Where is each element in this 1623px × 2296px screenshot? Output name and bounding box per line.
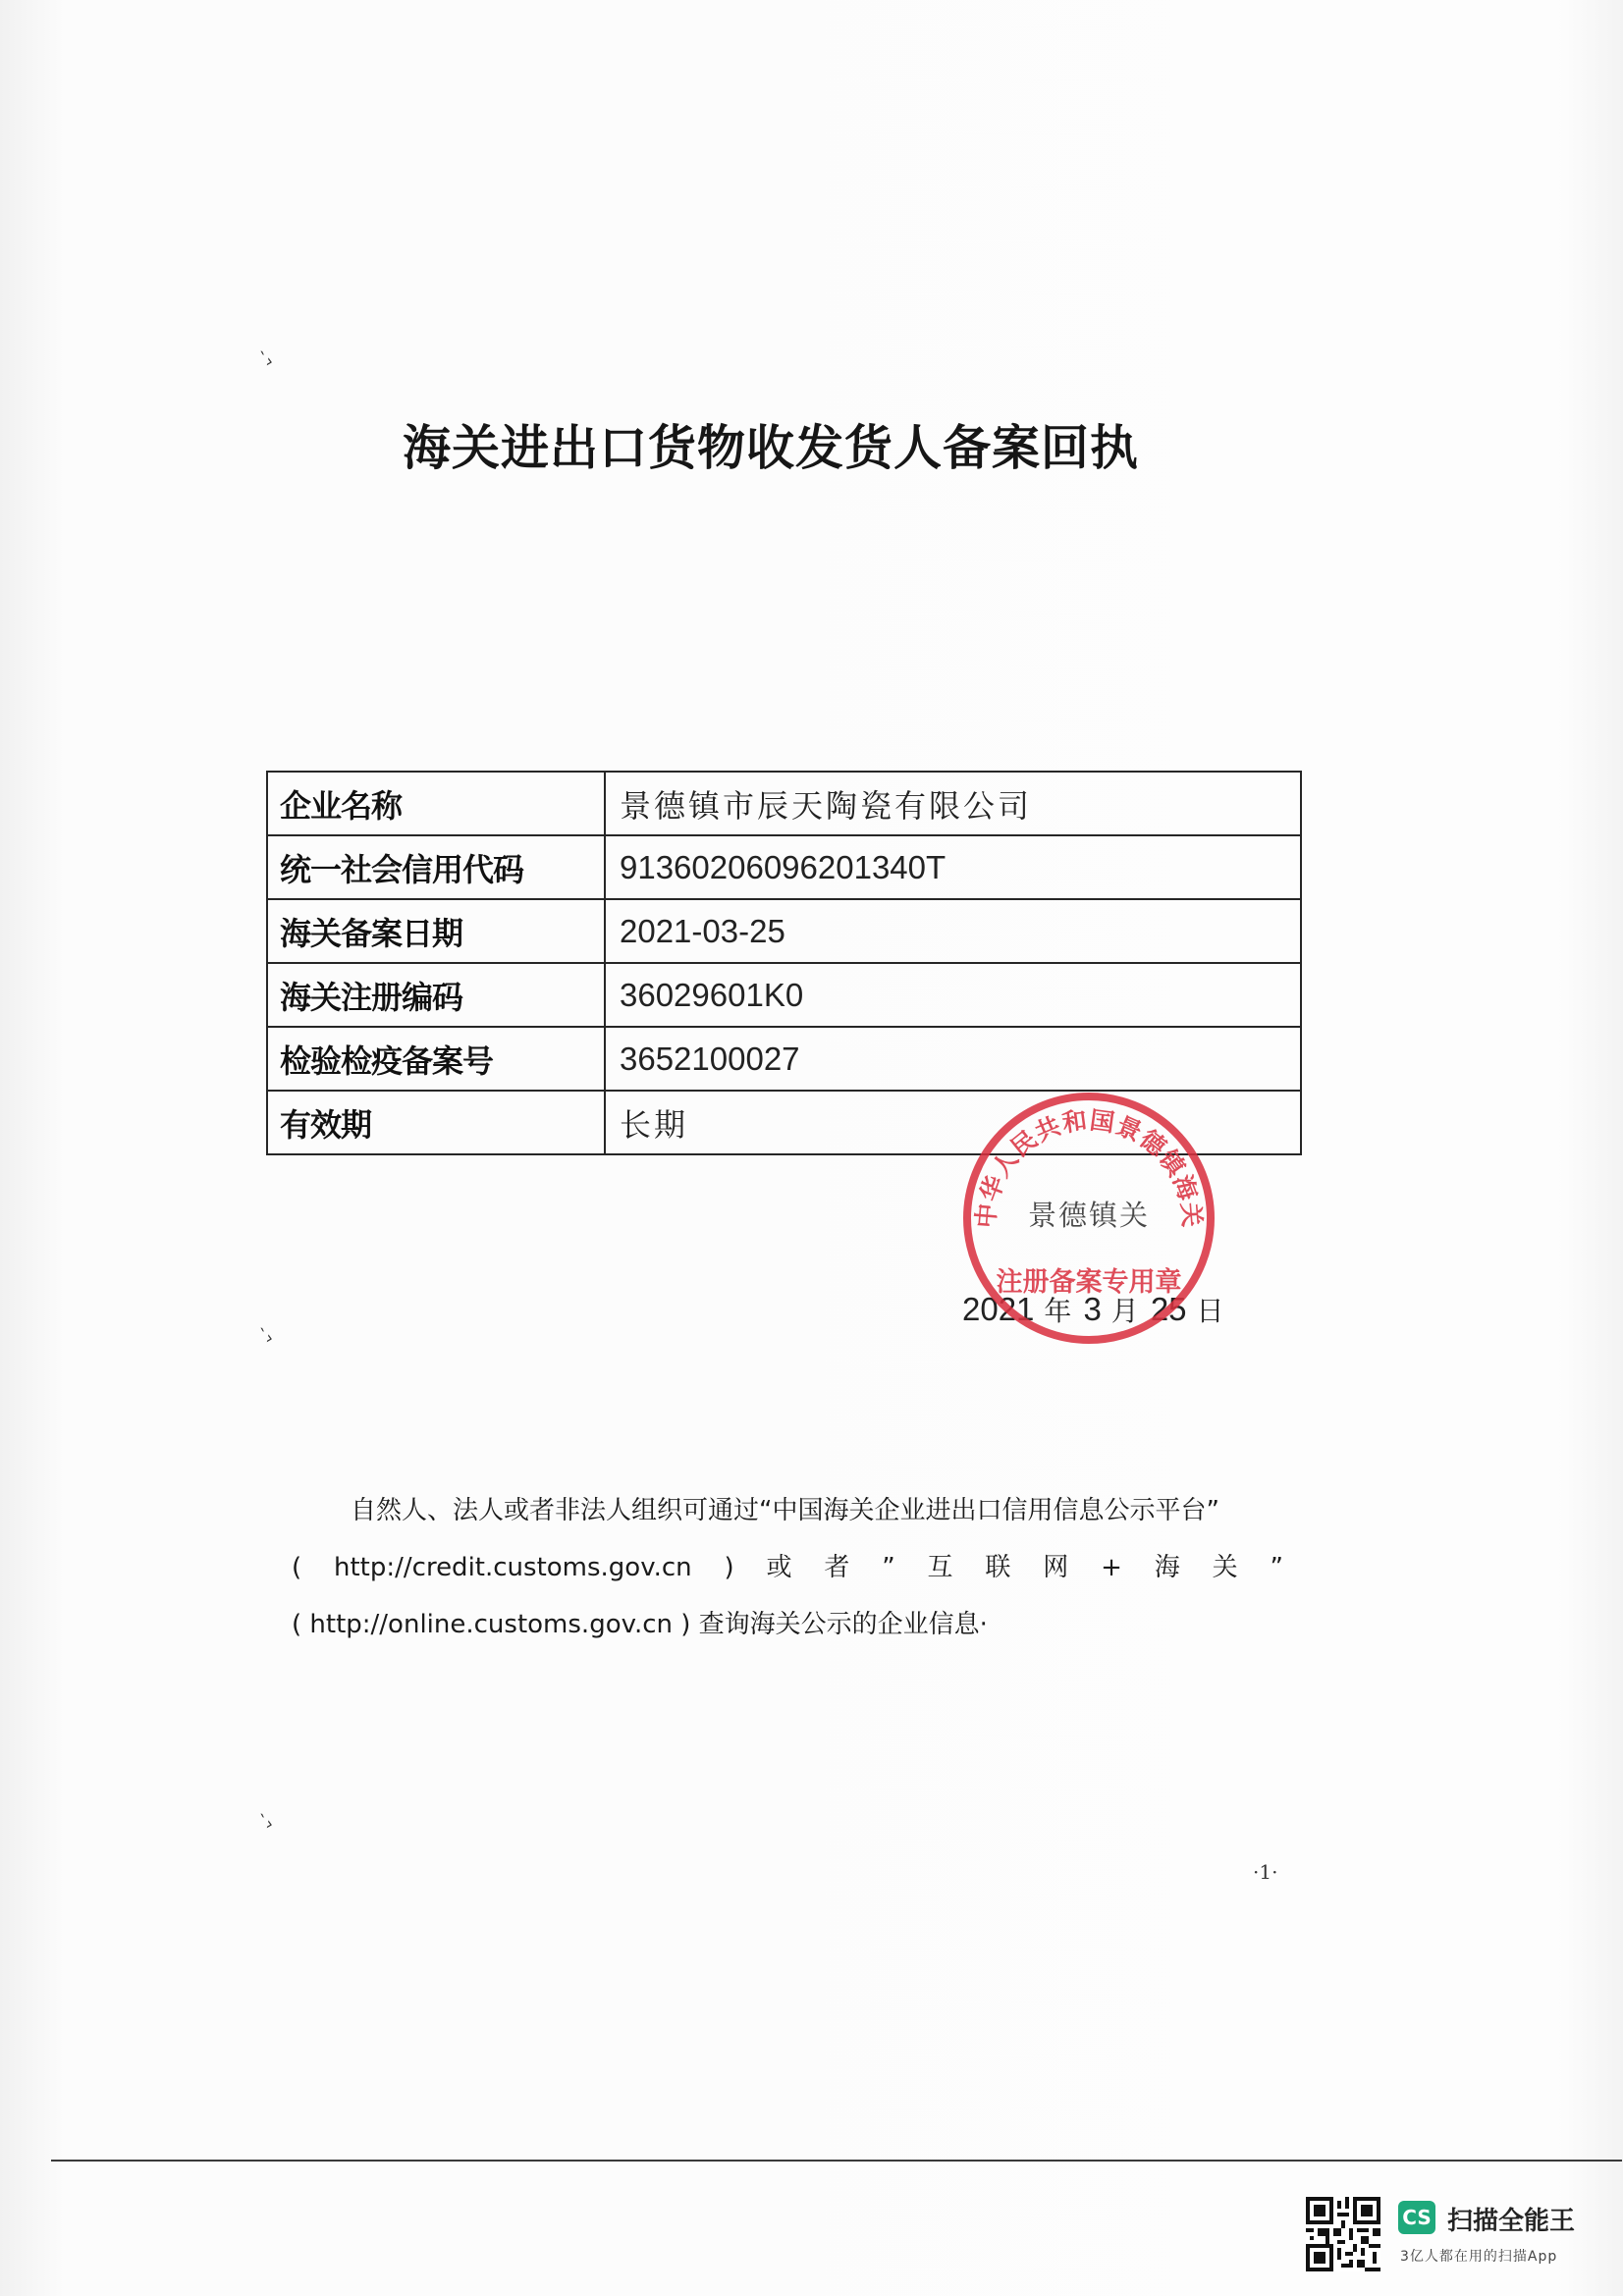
row-label-registration-code: 海关注册编码 [267,963,605,1027]
page-bottom-rule [51,2160,1622,2162]
seal-ring-text: 中华人民共和国景德镇海关 [971,1105,1207,1230]
notice-line-2-part: 者 [824,1553,850,1582]
scan-mark: ˋ› [254,1325,276,1350]
notice-line-2-part: 互 [927,1553,953,1582]
table-row [267,835,1301,899]
row-label-company-name: 企业名称 [267,772,605,835]
notice-line-2-part: 网 [1043,1553,1069,1582]
scan-mark: ˋ› [254,348,276,373]
scanner-watermark [1306,2197,1600,2275]
notice-line-2-part: ) [724,1553,734,1582]
table-row [267,963,1301,1027]
row-label-validity: 有效期 [267,1091,605,1154]
row-value-inspection-number: 3652100027 [605,1027,1301,1091]
issue-date-year: 2021 [962,1291,1035,1327]
credit-platform-url: http://credit.customs.gov.cn [334,1553,692,1582]
issue-date-day: 25 [1150,1291,1187,1327]
row-label-inspection-number: 检验检疫备案号 [267,1027,605,1091]
document-title: 海关进出口货物收发货人备案回执 [403,419,1140,476]
notice-line-3: ( http://online.customs.gov.cn ) 查询海关公示的企业信息· [292,1610,988,1639]
notice-line-2-part: ( [292,1553,302,1582]
notice-line-2-part: 联 [985,1553,1011,1582]
notice-line-2-part: + [1101,1553,1122,1582]
scanner-app-name: 扫描全能王 [1447,2207,1576,2236]
table-row [267,1027,1301,1091]
row-value-credit-code: 91360206096201340T [605,835,1301,899]
row-label-credit-code: 统一社会信用代码 [267,835,605,899]
issue-date-year-unit: 年 [1044,1295,1072,1327]
customs-seal [960,1090,1217,1347]
notice-line-1: 自然人、法人或者非法人组织可通过“中国海关企业进出口信用信息公示平台” [351,1496,1219,1525]
row-value-company-name: 景德镇市辰天陶瓷有限公司 [605,772,1301,835]
notice-line-2-part: 关 [1212,1553,1238,1582]
scanner-app-tagline: 3亿人都在用的扫描App [1400,2249,1558,2265]
notice-line-2-part: 海 [1154,1553,1180,1582]
table-row [267,899,1301,963]
cs-logo-icon: CS [1398,2201,1435,2234]
notice-paragraph [292,1482,1293,1653]
notice-line-2 [292,1539,1283,1596]
notice-line-2-part: 或 [766,1553,792,1582]
issue-date-day-unit: 日 [1196,1295,1224,1327]
seal-center-text: 景德镇关 [1027,1199,1151,1232]
seal-bottom-text: 注册备案专用章 [996,1267,1182,1298]
row-value-registration-code: 36029601K0 [605,963,1301,1027]
page-number: ·1· [1253,1860,1278,1884]
row-value-record-date: 2021-03-25 [605,899,1301,963]
row-label-record-date: 海关备案日期 [267,899,605,963]
issue-date-month: 3 [1083,1291,1102,1327]
issue-date-month-unit: 月 [1110,1295,1139,1327]
table-row [267,772,1301,835]
row-value-validity: 长期 [605,1091,1301,1154]
qr-code-icon [1306,2197,1380,2271]
scan-mark: ˋ› [254,1811,276,1836]
notice-line-2-part: ” [882,1553,895,1582]
notice-line-2-part: ” [1270,1553,1283,1582]
